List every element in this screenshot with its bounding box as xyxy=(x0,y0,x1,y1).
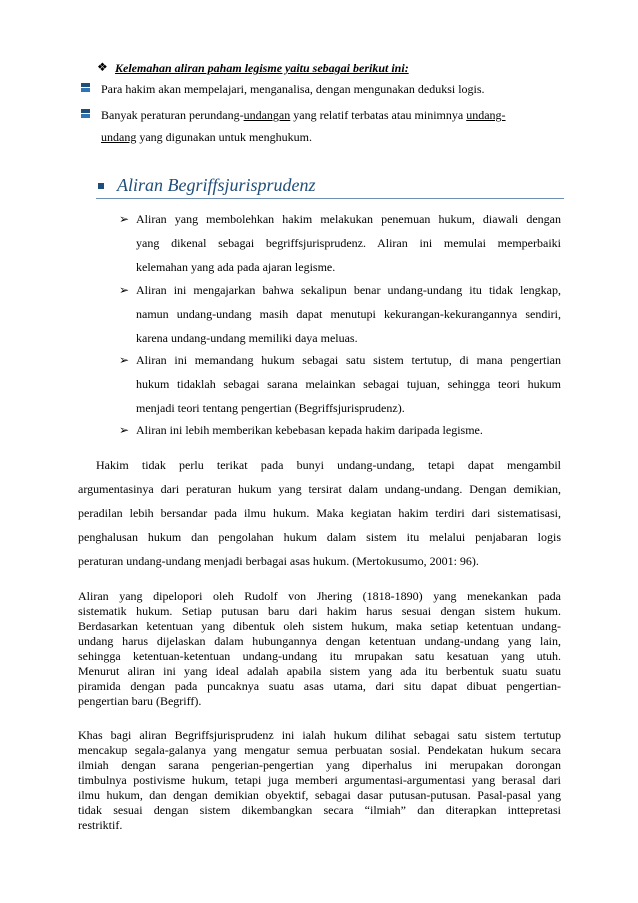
flag-bullet-icon xyxy=(80,108,92,120)
point-4-line-1: Aliran ini lebih memberikan kebebasan kepada hakim daripada legisme. xyxy=(136,423,483,437)
arrow-bullet-icon: ➢ xyxy=(119,212,130,226)
section-title: Aliran Begriffsjurisprudenz xyxy=(117,175,316,195)
jhering-line-6: Menurut aliran ini yang ideal adalah apabila sistem yang ada itu berbentuk suatu suatu xyxy=(78,664,561,678)
flag-bullet-icon xyxy=(80,82,92,94)
text-span: yang digunakan untuk menghukum. xyxy=(136,130,312,144)
point-2-line-3: karena undang-undang memiliki daya meluas. xyxy=(136,331,358,345)
khas-line-6: tidak sesuai dengan sistem dikembangkan secara “ilmiah” dan diterapkan inttepretasi xyxy=(78,803,561,817)
text-span: yang relatif terbatas atau minimnya xyxy=(290,108,467,122)
point-1-line-3: kelemahan yang ada pada ajaran legisme. xyxy=(136,260,336,274)
point-1-line-2: yang dikenal sebagai begriffsjurisprudenz. Aliran ini memulai memperbaiki xyxy=(136,236,561,250)
point-2-line-2: namun undang-undang masih dapat menutupi kekurangan-kekurangannya sendiri, xyxy=(136,307,561,321)
text-span: Banyak peraturan perundang- xyxy=(101,108,244,122)
point-3-line-3: menjadi teori tentang pengertian (Begriffsjurisprudenz). xyxy=(136,401,405,415)
jhering-line-3: Berdasarkan ketentuan yang dibentuk oleh sistem hukum, maka setiap ketentuan undang- xyxy=(78,619,561,633)
jhering-line-5: sehingga ketentuan-ketentuan undang-undang itu mrupakan satu kesatuan yang utuh. xyxy=(78,649,561,663)
arrow-bullet-icon: ➢ xyxy=(119,423,130,437)
point-3-line-1: Aliran ini memandang hukum sebagai satu sistem tertutup, di mana pengertian xyxy=(136,353,561,367)
arrow-bullet-icon: ➢ xyxy=(119,353,130,367)
jhering-line-1: Aliran yang dipelopori oleh Rudolf von Jhering (1818-1890) yang menekankan pada xyxy=(78,589,561,603)
kelemahan-item-2-line-1 xyxy=(101,108,506,123)
section-rule xyxy=(96,198,564,199)
kelemahan-item-1: Para hakim akan mempelajari, menganalisa, dengan mengunakan deduksi logis. xyxy=(101,82,485,96)
hakim-line-5: peraturan undang-undang menjadi berbagai asas hukum. (Mertokusumo, 2001: 96). xyxy=(78,554,479,568)
arrow-bullet-icon: ➢ xyxy=(119,283,130,297)
khas-line-3: ilmiah dengan sarana pengerian-pengertian yang diperhalus ini merupakan dorongan xyxy=(78,758,561,772)
point-1-line-1: Aliran yang membolehkan hakim melakukan penemuan hukum, diawali dengan xyxy=(136,212,561,226)
hakim-line-3: peradilan lebih bersandar pada ilmu hukum. Maka kegiatan hakim terdiri dari sistematisasi, xyxy=(78,506,561,520)
jhering-line-2: sistematik hukum. Setiap putusan baru dari hakim harus sesuai dengan sistem hukum. xyxy=(78,604,561,618)
hakim-line-1: Hakim tidak perlu terikat pada bunyi undang-undang, tetapi dapat mengambil xyxy=(96,458,561,472)
point-3-line-2: hukum tidaklah sebagai sarana melainkan sebagai tujuan, sehingga teori hukum xyxy=(136,377,561,391)
khas-line-2: mencakup segala-galanya yang mengatur semua perbuatan sosial. Pendekatan hukum secara xyxy=(78,743,561,757)
khas-line-1: Khas bagi aliran Begriffsjurisprudenz ini ialah hukum dilihat sebagai satu sistem tertutup xyxy=(78,728,561,742)
jhering-line-4: undang harus dijelaskan dalam hubungannya dengan ketentuan undang-undang yang lain, xyxy=(78,634,561,648)
point-2-line-1: Aliran ini mengajarkan bahwa sekalipun benar undang-undang itu tidak lengkap, xyxy=(136,283,561,297)
jhering-line-7: piramida dengan pada puncaknya suatu asas utama, dari situ dapat dibuat pengertian- xyxy=(78,679,561,693)
hakim-line-2: argumentasinya dari peraturan hukum yang tersirat dalam undang-undang. Dengan demikian, xyxy=(78,482,561,496)
underlined-text: undangan xyxy=(243,108,291,122)
diamond-bullet-icon: ❖ xyxy=(97,60,108,74)
hakim-line-4: penghalusan hukum dan pengolahan hukum dalam sistem itu melalui penjabaran logis xyxy=(78,530,561,544)
square-bullet-icon xyxy=(98,183,104,189)
khas-line-5: ilmu hukum, dan dengan demikian obyektif, sebagai dasar putusan-putusan. Pasal-pasal yang xyxy=(78,788,561,802)
jhering-line-8: pengertian baru (Begriff). xyxy=(78,694,202,708)
kelemahan-item-2-line-2 xyxy=(101,130,312,145)
khas-line-4: timbulnya postivisme hukum, tetapi juga memberi argumentasi-argumentasi yang berasal dari xyxy=(78,773,561,787)
underlined-text: undang xyxy=(101,130,137,144)
khas-line-7: restriktif. xyxy=(78,818,123,832)
underlined-text: undang- xyxy=(466,108,506,122)
kelemahan-heading: Kelemahan aliran paham legisme yaitu sebagai berikut ini: xyxy=(115,61,409,75)
